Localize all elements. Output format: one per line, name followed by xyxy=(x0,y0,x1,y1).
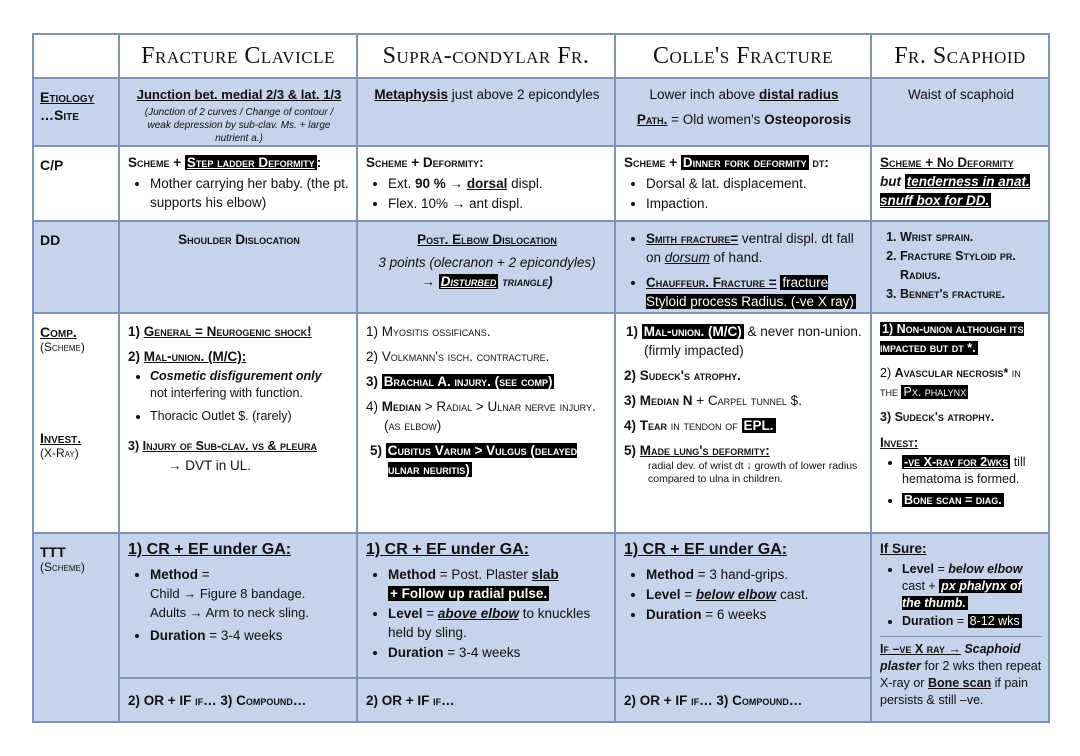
cp-clavicle: Scheme + Step ladder Deformity : • Mother carrying her baby. (the pt. supports his elbow) xyxy=(119,146,357,221)
header-supracondylar: Supra-condylar Fr. xyxy=(357,34,615,78)
dd-row xyxy=(33,221,1049,313)
comp-supracondylar: 1) Myositis ossificans. 2) Volkmann's isch. contracture. 3) Brachial A. injury. (see comp) 4) Median > Radial > Ulnar nerve injury. (as elbow) 5) Cubitus Varum > Vulgus (delayed ulnar neuritis) xyxy=(357,313,615,533)
dd-label: DD xyxy=(33,221,119,313)
ttt-clavicle: 1) CR + EF under GA: • Method = Child → Figure 8 bandage. Adults → Arm to neck sling. • Duration = 3-4 weeks xyxy=(119,533,357,678)
ttt-bottom-colles: 2) OR + IF if… 3) Compound… xyxy=(615,678,871,722)
header-row xyxy=(33,34,1049,78)
etiology-colles: Lower inch above distal radius Path. = Old women's Osteoporosis xyxy=(615,78,871,146)
cp-label: C/P xyxy=(33,146,119,221)
dd-scaphoid: 1. Wrist sprain. 2. Fracture Styloid pr. Radius. 3. Bennet's fracture. xyxy=(871,221,1049,313)
cp-supracondylar: Scheme + Deformity: • Ext. 90 % → dorsal displ. • Flex. 10% → ant displ. xyxy=(357,146,615,221)
etiology-scaphoid: Waist of scaphoid xyxy=(871,78,1049,146)
ttt-colles: 1) CR + EF under GA: • Method = 3 hand-grips. • Level = below elbow cast. • Duration = 6 weeks xyxy=(615,533,871,678)
etiology-clavicle: Junction bet. medial 2/3 & lat. 1/3 (Junction of 2 curves / Change of contour / weak depression by sub-clav. Ms. + large nutrient a.) xyxy=(119,78,357,146)
comp-scaphoid: 1) Non-union although its impacted but dt *. 2) Avascular necrosis* in the Px. phalynx 3) Sudeck's atrophy. Invest: • -ve X-ray for 2wks till hematoma is formed. • Bone scan = diag. xyxy=(871,313,1049,533)
ttt-bottom-clavicle: 2) OR + IF if… 3) Compound… xyxy=(119,678,357,722)
ttt-bottom-supracondylar: 2) OR + IF if… xyxy=(357,678,615,722)
ttt-label: TTT (Scheme) xyxy=(33,533,119,722)
comp-clavicle: 1) General = Neurogenic shock! 2) Mal-union. (M/C): • Cosmetic disfigurement only not interfering with function. • Thoracic Outlet $. (rarely) 3) Injury of Sub-clav. vs & pleura → DVT in UL. xyxy=(119,313,357,533)
dd-clavicle: Shoulder Dislocation xyxy=(119,221,357,313)
fracture-comparison-sheet xyxy=(32,33,1048,735)
cp-row xyxy=(33,146,1049,221)
dd-supracondylar: Post. Elbow Dislocation 3 points (olecranon + 2 epicondyles) → Disturbed triangle) xyxy=(357,221,615,313)
header-corner xyxy=(33,34,119,78)
header-fracture-clavicle: Fracture Clavicle xyxy=(119,34,357,78)
comp-row xyxy=(33,313,1049,533)
dd-colles: • Smith fracture= ventral displ. dt fall on dorsum of hand. • Chauffeur. Fracture = fracture Styloid process Radius. (-ve X ray) xyxy=(615,221,871,313)
header-colles: Colle's Fracture xyxy=(615,34,871,78)
comp-colles: 1) Mal-union. (M/C) & never non-union. (firmly impacted) 2) Sudeck's atrophy. 3) Median N + Carpel tunnel $. 4) Tear in tendon of EPL. 5) Made lung's deformity: radial dev. of wrist dt ↓ growth of lower radius compared to ulna in children. xyxy=(615,313,871,533)
cp-colles: Scheme + Dinner fork deformity dt: • Dorsal & lat. displacement. • Impaction. xyxy=(615,146,871,221)
comp-label: Comp. (Scheme) Invest. (X-Ray) xyxy=(33,313,119,533)
fracture-table xyxy=(32,33,1050,723)
ttt-supracondylar: 1) CR + EF under GA: • Method = Post. Plaster slab + Follow up radial pulse. • Level = above elbow to knuckles held by sling. • Duration = 3-4 weeks xyxy=(357,533,615,678)
cp-scaphoid: Scheme + No Deformity but tenderness in anat. snuff box for DD. xyxy=(871,146,1049,221)
ttt-row xyxy=(33,533,1049,678)
etiology-row xyxy=(33,78,1049,146)
etiology-supracondylar: Metaphysis just above 2 epicondyles xyxy=(357,78,615,146)
header-scaphoid: Fr. Scaphoid xyxy=(871,34,1049,78)
ttt-scaphoid: If Sure: • Level = below elbow cast + px phalynx of the thumb. • Duration = 8-12 wks If –ve X ray → Scaphoid plaster for 2 wks then repeat X-ray or Bone scan if pain persists & still –ve. xyxy=(871,533,1049,722)
etiology-label: Etiology …Site xyxy=(33,78,119,146)
